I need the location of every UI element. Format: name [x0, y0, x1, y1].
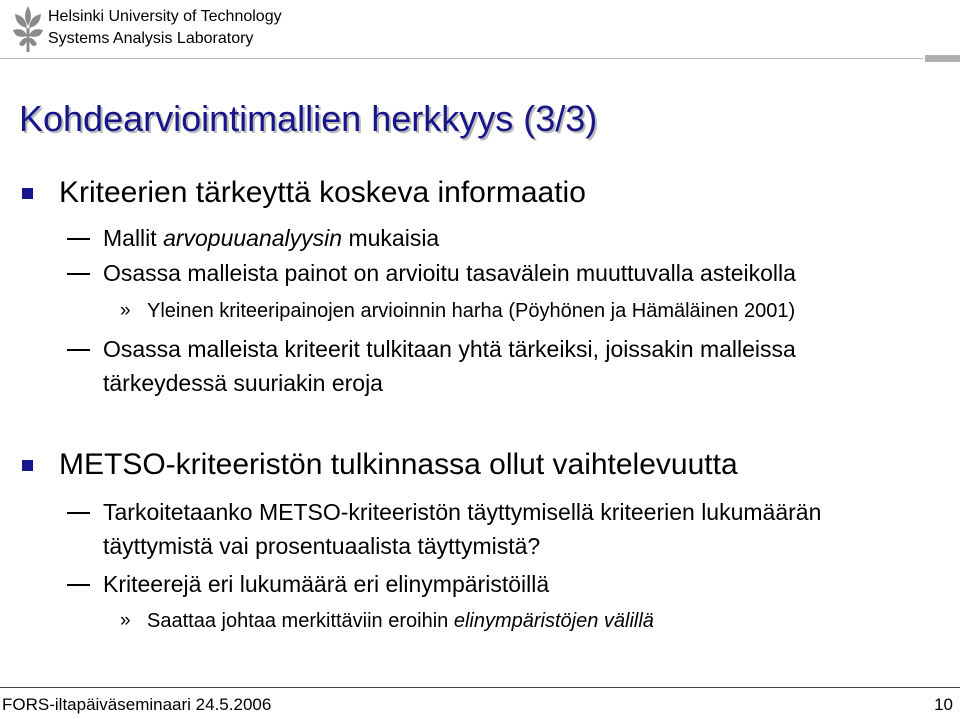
bullet-1-sub-2-child: Yleinen kriteeripainojen arvioinnin harha (Pöyhönen ja Hämäläinen 2001): [147, 300, 796, 322]
header-divider: [0, 58, 923, 59]
bullet-1-sub-1: Mallit arvopuuanalyysin mukaisia: [103, 225, 440, 251]
raquo-marker: »: [120, 610, 131, 631]
dash-marker: [67, 273, 90, 275]
bullet-1-text: Kriteerien tärkeyttä koskeva informaatio: [59, 176, 586, 209]
bullet-2-sub-1-line-1: Tarkoitetaanko METSO-kriteeristön täyttymisellä kriteerien lukumäärän: [103, 499, 822, 525]
slide-title: Kohdearviointimallien herkkyys (3/3): [19, 98, 598, 139]
bullet-2-sub-1-line-2: täyttymistä vai prosentuaalista täyttymistä?: [103, 533, 541, 559]
bullet-1-sub-3-line-2: tärkeydessä suuriakin eroja: [103, 370, 383, 396]
institution-header: [48, 6, 282, 50]
bullet-2-sub-2-child: Saattaa johtaa merkittäviin eroihin elinympäristöjen välillä: [147, 610, 654, 632]
dash-marker: [67, 238, 90, 240]
laboratory-name: Systems Analysis Laboratory: [48, 30, 254, 47]
bullet-square-icon: [22, 460, 33, 471]
university-name: Helsinki University of Technology: [48, 8, 282, 25]
bullet-2-text: METSO-kriteeristön tulkinnassa ollut vaihtelevuutta: [59, 448, 738, 481]
bullet-1-sub-2: Osassa malleista painot on arvioitu tasavälein muuttuvalla asteikolla: [103, 260, 796, 286]
dash-marker: [67, 349, 90, 351]
page-number: 10: [934, 695, 953, 714]
university-logo-icon: [9, 4, 47, 54]
footer-event: FORS-iltapäiväseminaari 24.5.2006: [2, 695, 272, 714]
bullet-1-sub-3-line-1: Osassa malleista kriteerit tulkitaan yhtä tärkeiksi, joissakin malleissa: [103, 336, 796, 362]
footer-divider: [0, 687, 960, 688]
dash-marker: [67, 512, 90, 514]
bullet-square-icon: [22, 188, 33, 199]
bullet-2-sub-2: Kriteerejä eri lukumäärä eri elinympäristöillä: [103, 571, 550, 597]
dash-marker: [67, 584, 90, 586]
header-divider-end: [925, 55, 960, 62]
raquo-marker: »: [120, 300, 131, 321]
